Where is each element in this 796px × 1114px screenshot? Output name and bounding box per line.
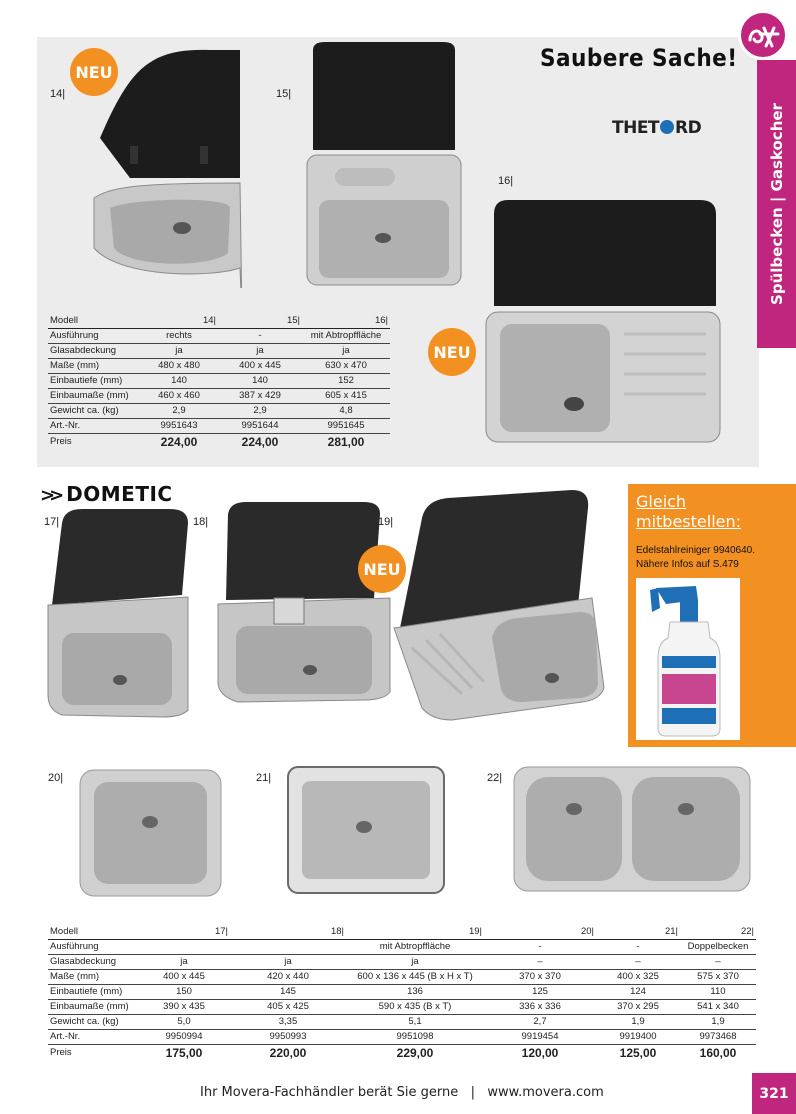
product-number: 15| [276,88,292,100]
spec-table-dometic [48,924,756,1061]
table-cell: 2,9 [218,403,302,418]
price-cell: 224,00 [160,434,198,449]
table-cell: 590 x 435 (B x T) [346,999,484,1014]
table-cell: mit Abtropffläche [346,939,484,954]
table-cell: 420 x 440 [230,969,346,984]
table-row [48,984,756,999]
table-row [48,343,390,358]
table-cell: – [596,954,680,969]
sink-22-double-image [512,765,752,893]
table-cell: 16| [302,313,390,328]
table-cell: 9919400 [596,1029,680,1044]
price-cell: 224,00 [241,434,279,449]
table-cell: 541 x 340 [680,999,756,1014]
table-cell: 20| [484,924,596,939]
sink-drainboard-image [484,194,724,454]
table-cell: 21| [596,924,680,939]
new-badge: NEU [70,48,118,96]
table-cell: Ausführung [48,939,138,954]
table-cell: Einbautiefe (mm) [48,373,140,388]
table-cell: ja [230,954,346,969]
sink-corner-image [90,48,250,288]
table-row [48,954,756,969]
table-cell: 9951643 [140,418,218,433]
table-cell: 15| [218,313,302,328]
table-row [48,969,756,984]
table-cell: 9951098 [346,1029,484,1044]
page-title: Saubere Sache! [540,44,738,72]
table-cell: rechts [140,328,218,343]
table-cell: Maße (mm) [48,358,140,373]
table-cell: 22| [680,924,756,939]
sink-20-image [78,768,223,898]
sink-glass-cover-image [305,40,463,290]
table-cell: 14| [140,313,218,328]
table-cell [138,939,230,954]
table-cell: 5,1 [346,1014,484,1029]
dometic-logo: >> DOMETIC [40,482,173,506]
table-cell: 370 x 295 [596,999,680,1014]
price-cell: 175,00 [165,1045,203,1060]
table-cell: 2,7 [484,1014,596,1029]
table-row [48,403,390,418]
table-cell: ja [140,343,218,358]
new-badge: NEU [428,328,476,376]
table-cell [230,939,346,954]
price-cell: 120,00 [521,1045,559,1060]
table-cell: 18| [230,924,346,939]
table-cell: 19| [346,924,484,939]
table-cell: 460 x 460 [140,388,218,403]
table-row [48,373,390,388]
table-cell: 400 x 325 [596,969,680,984]
table-cell: Einbautiefe (mm) [48,984,138,999]
price-row [48,1044,756,1061]
product-number: 19| [378,516,394,528]
order-box-title: Gleich mitbestellen: [636,492,742,531]
table-cell: 387 x 429 [218,388,302,403]
table-cell: 110 [680,984,756,999]
table-cell: ja [302,343,390,358]
page-number: 321 [752,1073,796,1114]
table-cell: 9951645 [302,418,390,433]
price-row [48,433,390,450]
cleaner-bottle-image [636,578,740,740]
table-cell: - [484,939,596,954]
table-cell: 605 x 415 [302,388,390,403]
product-number: 14| [50,88,66,100]
table-cell: - [596,939,680,954]
table-cell: Ausführung [48,328,140,343]
table-cell: 140 [140,373,218,388]
table-cell: 136 [346,984,484,999]
table-cell: Glasabdeckung [48,343,140,358]
product-number: 17| [44,516,60,528]
order-box-text: Edelstahlreiniger 9940640. Nähere Infos auf S.479 [636,545,755,570]
table-row [48,1014,756,1029]
product-number: 22| [487,772,503,784]
table-cell: 600 x 136 x 445 (B x H x T) [346,969,484,984]
price-cell: 220,00 [269,1045,307,1060]
table-cell: 140 [218,373,302,388]
logo-glyph [746,20,780,50]
table-row [48,328,390,343]
table-cell: Art.-Nr. [48,418,140,433]
table-cell: 336 x 336 [484,999,596,1014]
table-cell: 152 [302,373,390,388]
table-cell: – [680,954,756,969]
table-cell: 125 [484,984,596,999]
table-cell: Modell [48,313,140,328]
table-cell: 150 [138,984,230,999]
table-cell: 145 [230,984,346,999]
table-cell: 370 x 370 [484,969,596,984]
product-number: 18| [193,516,209,528]
table-cell: ja [346,954,484,969]
table-cell: 3,35 [230,1014,346,1029]
spec-table-thetford [48,313,390,450]
table-cell: Modell [48,924,138,939]
price-cell: 160,00 [699,1045,737,1060]
table-cell: Doppelbecken [680,939,756,954]
table-cell: 400 x 445 [218,358,302,373]
table-row [48,388,390,403]
sink-17-image [42,505,192,720]
table-cell: 9950994 [138,1029,230,1044]
price-cell: 281,00 [327,434,365,449]
table-cell: 2,9 [140,403,218,418]
table-row [48,999,756,1014]
table-cell: 9973468 [680,1029,756,1044]
table-cell: 400 x 445 [138,969,230,984]
sink-19-image [392,488,607,723]
table-cell: 1,9 [596,1014,680,1029]
sink-21-image [286,765,446,895]
table-cell: 480 x 480 [140,358,218,373]
thetford-logo: THET RD [612,118,702,138]
footer-text: Ihr Movera-Fachhändler berät Sie gerne | www.movera.com [200,1085,604,1100]
table-row [48,418,390,433]
table-cell: 17| [138,924,230,939]
table-cell: Maße (mm) [48,969,138,984]
table-cell: Art.-Nr. [48,1029,138,1044]
table-cell: - [218,328,302,343]
table-cell: 575 x 370 [680,969,756,984]
table-cell: 9950993 [230,1029,346,1044]
table-cell: – [484,954,596,969]
table-header-row [48,313,390,328]
table-row [48,358,390,373]
price-cell: 125,00 [619,1045,657,1060]
table-cell: Gewicht ca. (kg) [48,1014,138,1029]
table-cell: 124 [596,984,680,999]
table-cell: ja [138,954,230,969]
table-cell: Glasabdeckung [48,954,138,969]
table-cell: 9919454 [484,1029,596,1044]
side-tab-label: Spülbecken | Gaskocher [768,103,786,305]
table-cell: 4,8 [302,403,390,418]
table-cell: 390 x 435 [138,999,230,1014]
movera-logo-icon [738,10,788,60]
table-cell: Gewicht ca. (kg) [48,403,140,418]
table-cell: Einbaumaße (mm) [48,999,138,1014]
table-header-row [48,924,756,939]
sink-18-image [214,500,394,705]
product-number: 16| [498,175,514,187]
table-cell: 405 x 425 [230,999,346,1014]
price-cell: 229,00 [396,1045,434,1060]
table-cell: Preis [50,436,72,447]
table-cell: Einbaumaße (mm) [48,388,140,403]
new-badge: NEU [358,545,406,593]
table-row [48,939,756,954]
table-cell: 5,0 [138,1014,230,1029]
product-number: 21| [256,772,272,784]
table-cell: 9951644 [218,418,302,433]
table-cell: Preis [50,1047,72,1058]
product-number: 20| [48,772,64,784]
table-cell: mit Abtropffläche [302,328,390,343]
table-row [48,1029,756,1044]
table-cell: ja [218,343,302,358]
table-cell: 1,9 [680,1014,756,1029]
table-cell: 630 x 470 [302,358,390,373]
